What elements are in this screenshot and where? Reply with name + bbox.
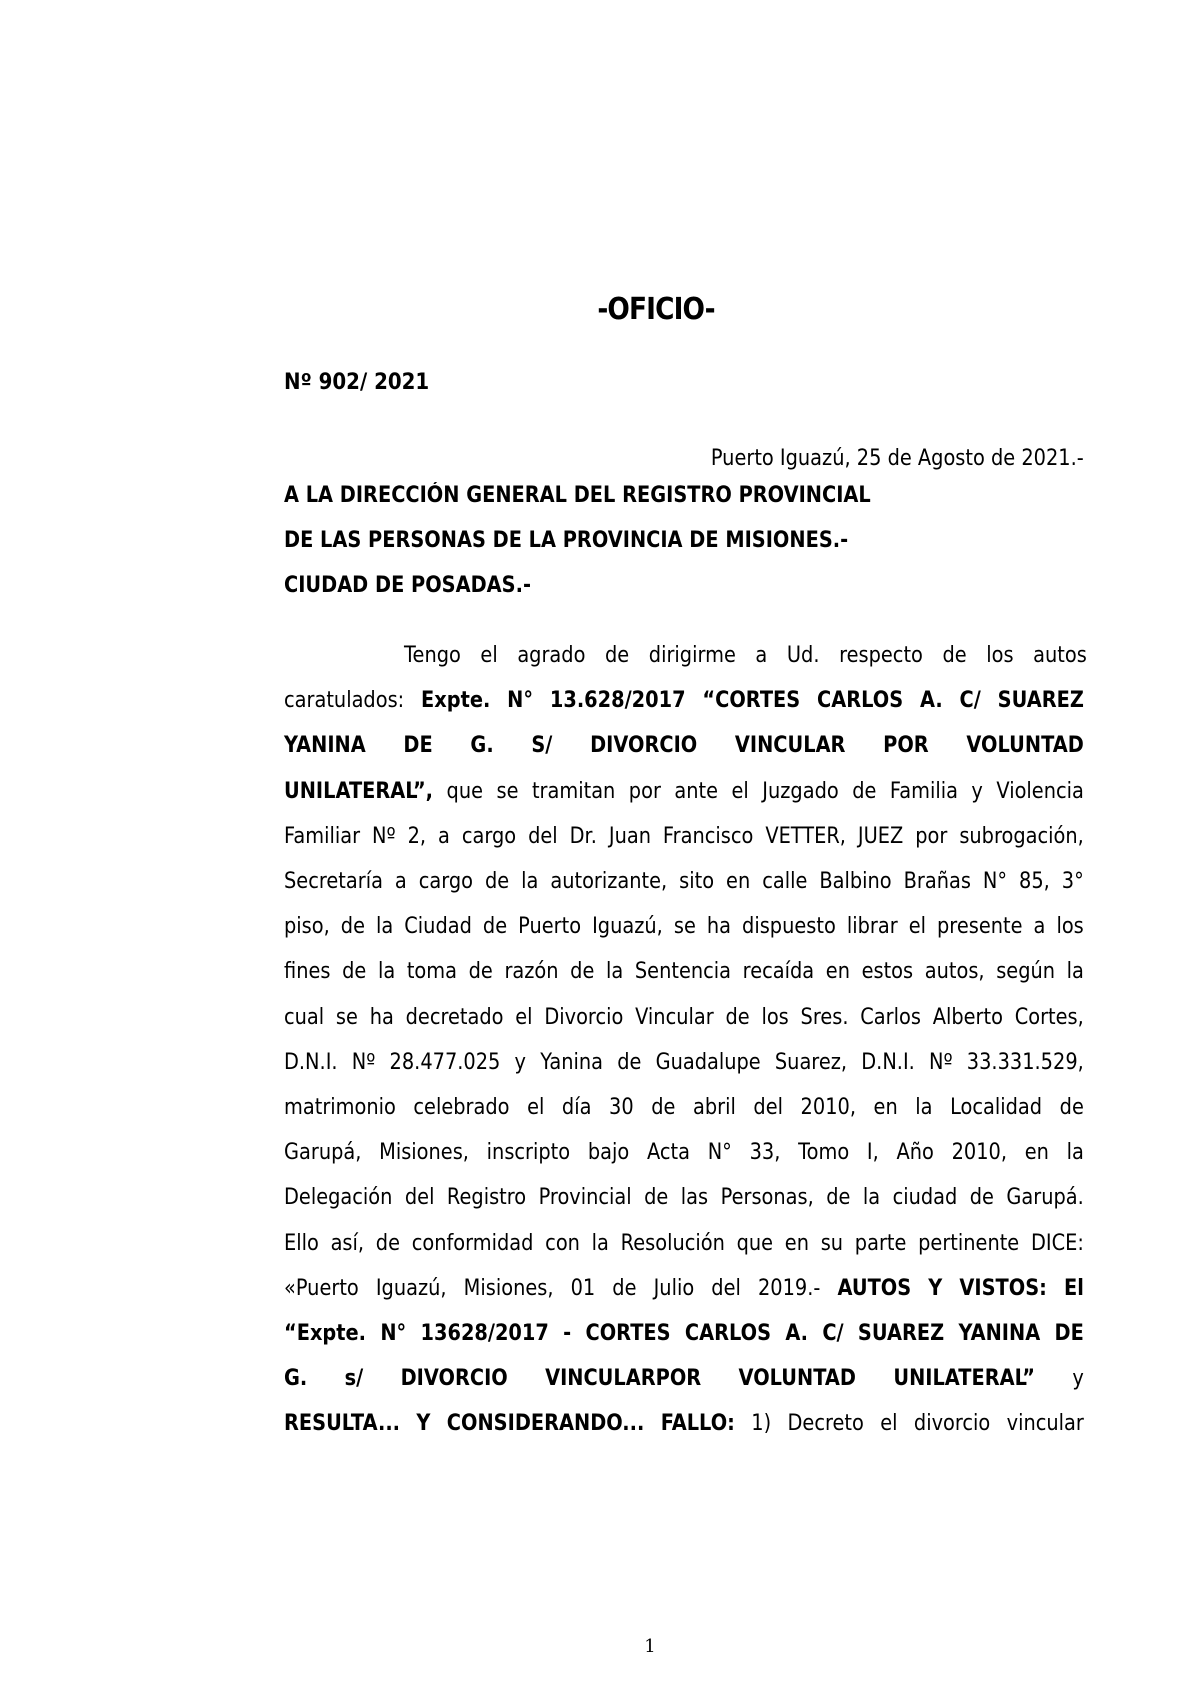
word: y [514,1049,527,1075]
word: de [482,914,508,940]
word: en [873,1095,898,1120]
word: ha [369,1004,394,1030]
word: de [617,1049,642,1075]
word: Localidad [950,1095,1043,1120]
word: Tengo [404,643,461,668]
word: que [736,1230,774,1256]
word: razón [504,959,559,985]
body-line [284,688,1084,718]
word: POR [883,733,929,759]
word: de [375,1230,400,1256]
word: 28.477.025 [389,1049,501,1075]
word: de [969,1185,994,1211]
word: librar [846,914,898,940]
word: de [340,914,365,940]
word: caratulados: [284,688,405,714]
word: Provincial [538,1185,632,1211]
body-line [284,733,1084,763]
word: DIVORCIO [590,733,698,759]
word: se [335,1004,358,1030]
word: a [1033,914,1046,940]
body-line [284,1411,1084,1441]
word: de [826,1185,851,1211]
word: decretado [405,1004,504,1030]
word: 3° [1061,869,1084,894]
word: UNILATERAL” [893,1366,1036,1392]
word: G. [284,1366,308,1392]
word: D.N.I. [861,1049,915,1075]
word: matrimonio [284,1095,396,1120]
word: CORTES [585,1321,671,1346]
word: YANINA [958,1321,1041,1346]
place-date: Puerto Iguazú, 25 de Agosto de 2021.- [711,446,1084,471]
word: tramitan [531,778,616,804]
word: la [377,959,396,985]
word: la [521,869,539,894]
word: s/ [344,1366,364,1392]
word: día [561,1095,592,1120]
word: RESULTA... [284,1411,401,1437]
word: Misiones, [463,1275,554,1301]
word: Ciudad [404,914,472,940]
word: de [570,959,595,985]
word: el [880,1411,898,1437]
word: N° [707,1140,732,1166]
word: según [996,959,1056,985]
word: Puerto [518,914,582,940]
word: vincular [1006,1411,1084,1437]
word: de [725,1004,750,1030]
word: el [480,643,498,668]
word: la [1066,959,1084,985]
word: 1) [751,1411,772,1437]
word: del [528,823,558,849]
word: de [644,1185,669,1211]
word: Violencia [996,778,1084,804]
word: «Puerto [284,1275,359,1301]
word: Nº [928,1049,953,1075]
word: de [1059,1095,1084,1120]
word: DIVORCIO [400,1366,508,1392]
word: bajo [587,1140,630,1166]
body-line [284,1140,1084,1170]
word: Sres. [800,1004,849,1030]
word: Balbino [819,869,892,894]
word: YANINA [284,733,366,759]
word: Delegación [284,1185,393,1211]
word: Brañas [903,869,971,894]
body-line [284,1050,1084,1080]
word: CARLOS [684,1321,772,1346]
word: el [527,1095,545,1120]
word: 30 [609,1095,634,1120]
addressee-line-1: A LA DIRECCIÓN GENERAL DEL REGISTRO PROVINCIAL [284,483,871,508]
word: del [753,1095,784,1120]
word: G. [470,733,494,759]
word: cual [284,1004,325,1030]
word: a [438,823,450,849]
word: Iguazú, [375,1275,447,1301]
body-line [284,1276,1084,1306]
word: de [612,1275,637,1301]
word: Registro [446,1185,527,1211]
word: parte [854,1230,907,1256]
word: recaída [742,959,815,985]
word: por [628,778,661,804]
word: en [784,1230,809,1256]
body-line [284,914,1084,944]
word: Ud. [786,643,820,668]
word: 2010, [951,1140,1008,1166]
body-line [284,1321,1084,1351]
word: ante [674,778,719,804]
word: de [605,643,630,668]
word: ha [706,914,732,940]
word: conformidad [411,1230,534,1256]
word: a [755,643,768,668]
word: El [1063,1275,1084,1301]
word: A. [785,1321,809,1346]
word: 33, [749,1140,781,1166]
word: Familiar [284,823,361,849]
body-line [284,779,1084,809]
page-number: 1 [644,1636,656,1657]
word: JUEZ [857,823,904,849]
word: de [942,643,967,668]
word: celebrado [413,1095,510,1120]
word: SUAREZ [997,688,1084,714]
word: subrogación, [959,823,1084,849]
word: 13.628/2017 [549,688,686,714]
word: DE [1054,1321,1084,1346]
word: 33.331.529, [966,1049,1084,1075]
word: en [825,959,850,985]
word: cargo [461,823,517,849]
word: inscripto [486,1140,571,1166]
word: “CORTES [702,688,801,714]
word: N° [380,1321,407,1346]
addressee-line-3: CIUDAD DE POSADAS.- [284,573,531,598]
word: la [606,959,624,985]
word: Garupá, [284,1140,362,1166]
word: la [591,1230,609,1256]
word: I, [866,1140,879,1166]
word: Yanina [540,1049,604,1075]
word: Nº [372,823,396,849]
word: VISTOS: [959,1275,1047,1301]
word: las [680,1185,709,1211]
word: cargo [418,869,474,894]
word: VINCULAR [734,733,846,759]
document-title: -OFICIO- [597,292,715,327]
word: - [563,1321,572,1346]
word: CONSIDERANDO... [446,1411,645,1437]
word: la [915,1095,933,1120]
word: VOLUNTAD [738,1366,856,1392]
body-line [284,1095,1084,1125]
word: Decreto [787,1411,864,1437]
word: Expte. [421,688,491,714]
word: autorizante, [550,869,668,894]
word: VETTER, [765,823,846,849]
word: Misiones, [379,1140,469,1166]
word: Resolución [620,1230,725,1256]
body-line [284,1005,1084,1035]
body-line [284,1185,1084,1215]
word: C/ [822,1321,844,1346]
word: dirigirme [648,643,736,668]
word: VOLUNTAD [966,733,1084,759]
word: pertinente [918,1230,1020,1256]
word: Suarez, [774,1049,848,1075]
word: su [820,1230,844,1256]
word: Tomo [798,1140,850,1166]
word: DE [403,733,433,759]
word: el [515,1004,533,1030]
word: Juzgado [762,778,839,804]
word: AUTOS [837,1275,912,1301]
word: Familia [889,778,958,804]
word: que [446,778,484,804]
word: autos [1033,643,1087,668]
word: Acta [646,1140,690,1166]
word: 01 [570,1275,596,1301]
word: Cortes, [1014,1004,1084,1030]
word: Y [416,1411,431,1437]
word: C/ [959,688,981,714]
addressee-line-2: DE LAS PERSONAS DE LA PROVINCIA DE MISIONES.- [284,528,849,553]
word: FALLO: [660,1411,735,1437]
word: en [726,869,751,894]
word: el [731,778,749,804]
word: DICE: [1030,1230,1084,1256]
word: por [915,823,948,849]
word: Garupá. [1006,1185,1084,1211]
word: en [1024,1140,1049,1166]
word: Y [928,1275,943,1301]
word: divorcio [913,1411,991,1437]
word: y [1072,1366,1084,1392]
word: 2010, [800,1095,856,1120]
word: Año [896,1140,934,1166]
body-line [284,1366,1084,1396]
word: el [908,914,926,940]
word: los [986,643,1014,668]
word: Iguazú, [592,914,663,940]
word: la [376,914,394,940]
word: UNILATERAL”, [284,778,434,804]
word: Secretaría [284,869,383,894]
word: Alberto [932,1004,1003,1030]
body-line [404,643,1090,673]
word: Personas, [720,1185,814,1211]
word: 85, [1019,869,1050,894]
word: del [404,1185,435,1211]
word: N° [507,688,534,714]
word: ciudad [892,1185,958,1211]
word: calle [762,869,808,894]
word: dispuesto [742,914,836,940]
word: a [394,869,407,894]
word: S/ [531,733,553,759]
word: piso, [284,914,330,940]
word: abril [692,1095,736,1120]
word: los [1056,914,1084,940]
word: 13628/2017 [420,1321,549,1346]
word: la [1066,1140,1084,1166]
word: agrado [517,643,586,668]
word: Nº [351,1049,376,1075]
word: estos [861,959,914,985]
word: “Expte. [284,1321,367,1346]
body-line [284,1231,1084,1261]
word: autos, [924,959,985,985]
word: respecto [839,643,923,668]
word: toma [406,959,457,985]
body-line [284,959,1084,989]
word: fines [284,959,331,985]
word: Divorcio [544,1004,624,1030]
word: la [862,1185,881,1211]
word: de [468,959,493,985]
word: A. [920,688,943,714]
word: N° [982,869,1008,894]
word: de [342,959,367,985]
word: y [971,778,983,804]
word: con [545,1230,580,1256]
word: Juan [608,823,651,849]
body-line [284,824,1084,854]
word: D.N.I. [284,1049,338,1075]
word: Sentencia [634,959,732,985]
word: Francisco [662,823,754,849]
word: de [852,778,877,804]
word: se [496,778,519,804]
word: Julio [653,1275,695,1301]
word: se [673,914,696,940]
body-line [284,869,1084,899]
word: Carlos [860,1004,921,1030]
word: del [711,1275,741,1301]
oficio-number: Nº 902/ 2021 [284,370,430,395]
word: sito [679,869,715,894]
word: así, [330,1230,365,1256]
word: SUAREZ [857,1321,945,1346]
word: Guadalupe [655,1049,761,1075]
word: 2019.- [757,1275,821,1301]
word: de [484,869,510,894]
word: VINCULARPOR [545,1366,702,1392]
word: CARLOS [817,688,904,714]
word: 2, [407,823,427,849]
word: los [761,1004,789,1030]
word: de [651,1095,676,1120]
word: presente [937,914,1023,940]
word: Vincular [635,1004,714,1030]
word: Ello [284,1230,319,1256]
word: Dr. [569,823,597,849]
